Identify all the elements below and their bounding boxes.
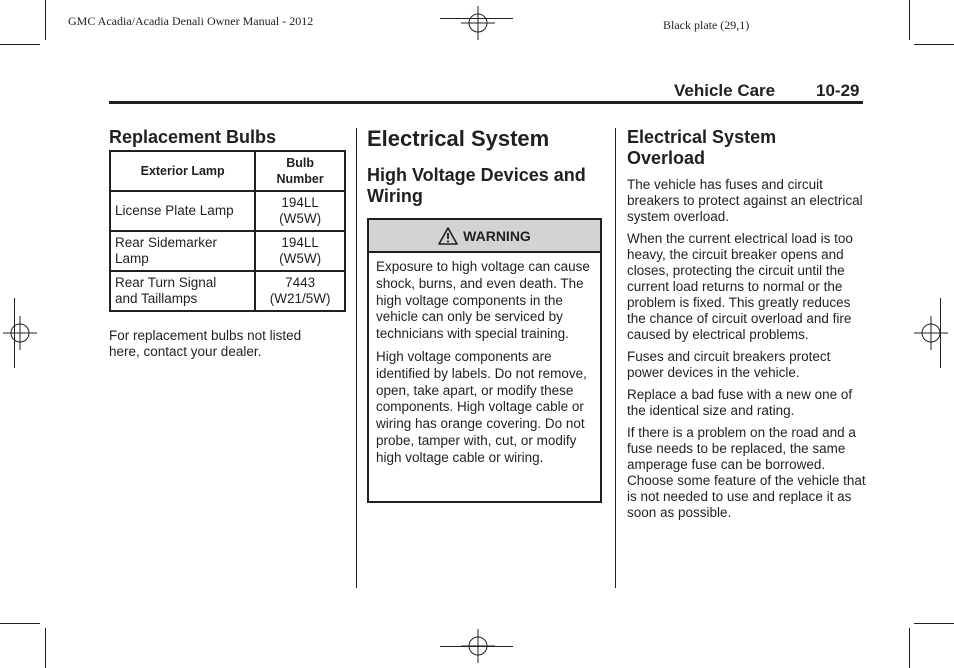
overload-section — [627, 127, 867, 527]
crop-mark — [914, 623, 954, 624]
lamp-cell: License Plate Lamp — [110, 191, 255, 231]
warning-paragraph: High voltage components are identified by labels. Do not remove, open, take apart, or modify these components. High voltage cable or wiring has orange covering. Do not probe, tamper with, cut, or modify high voltage cable or wiring. — [376, 348, 587, 465]
bulb-number-cell: 194LL (W5W) — [255, 191, 345, 231]
table-row — [110, 271, 345, 311]
crop-mark — [909, 628, 910, 668]
crop-mark — [14, 298, 15, 368]
crop-mark — [914, 44, 954, 45]
column-header-bulb-number: Bulb Number — [255, 151, 345, 191]
warning-body — [369, 253, 600, 467]
crop-mark — [909, 0, 910, 40]
bulb-table — [109, 150, 346, 312]
subsection-title: High Voltage Devices and Wiring — [367, 165, 586, 206]
crop-mark — [45, 628, 46, 668]
column-divider — [356, 128, 357, 588]
lamp-cell: Rear Turn Signal and Taillamps — [110, 271, 255, 311]
plate-number: Black plate (29,1) — [663, 18, 750, 32]
bulb-number-cell: 194LL (W5W) — [255, 231, 345, 271]
table-row — [110, 231, 345, 271]
section-title: Electrical System Overload — [627, 127, 777, 168]
lamp-cell: Rear Sidemarker Lamp — [110, 231, 255, 271]
crop-mark — [940, 298, 941, 368]
column-header-lamp: Exterior Lamp — [110, 151, 255, 191]
warning-header — [369, 220, 600, 253]
bulb-number-cell: 7443 (W21/5W) — [255, 271, 345, 311]
crop-mark — [45, 0, 46, 40]
column-divider — [615, 128, 616, 588]
registration-mark-icon — [914, 316, 948, 350]
header-rule — [109, 101, 863, 104]
crop-mark — [440, 18, 513, 19]
electrical-system-section — [367, 126, 607, 207]
replacement-bulbs-section — [109, 127, 349, 360]
section-title: Replacement Bulbs — [109, 127, 277, 147]
overload-paragraph: When the current electrical load is too heavy, the circuit breaker opens and closes, protecting the circuit until the current load returns to normal or the problem is fixed. This greatly reduces the chance of circuit overload and fire caused by electrical problems. — [627, 231, 853, 342]
page-title: Electrical System — [367, 126, 550, 151]
crop-mark — [0, 44, 40, 45]
crop-mark — [0, 623, 40, 624]
page-number: 10-29 — [816, 81, 860, 100]
replacement-note: For replacement bulbs not listed here, contact your dealer. — [109, 328, 302, 359]
section-heading: Vehicle Care — [674, 81, 776, 100]
overload-paragraph: Fuses and circuit breakers protect power devices in the vehicle. — [627, 349, 831, 380]
registration-mark-icon — [3, 316, 37, 350]
overload-paragraph: Replace a bad fuse with a new one of the identical size and rating. — [627, 387, 853, 418]
overload-paragraph: If there is a problem on the road and a fuse needs to be replaced, the same amperage fuse can be borrowed. Choose some feature of the vehicle that is not needed to use and replace it as soon as possible. — [627, 425, 866, 520]
crop-mark — [440, 646, 513, 647]
table-row — [110, 191, 345, 231]
warning-label: WARNING — [463, 227, 531, 244]
warning-box — [367, 218, 602, 503]
overload-paragraph: The vehicle has fuses and circuit breakers to protect against an electrical system overload. — [627, 177, 863, 224]
registration-mark-icon — [461, 6, 495, 40]
warning-paragraph: Exposure to high voltage can cause shock, burns, and even death. The high voltage components in the vehicle can only be serviced by technicians with special training. — [376, 259, 590, 342]
table-header-row — [110, 151, 345, 191]
warning-triangle-icon — [438, 227, 458, 245]
plate-title: GMC Acadia/Acadia Denali Owner Manual - 2012 — [68, 14, 314, 28]
